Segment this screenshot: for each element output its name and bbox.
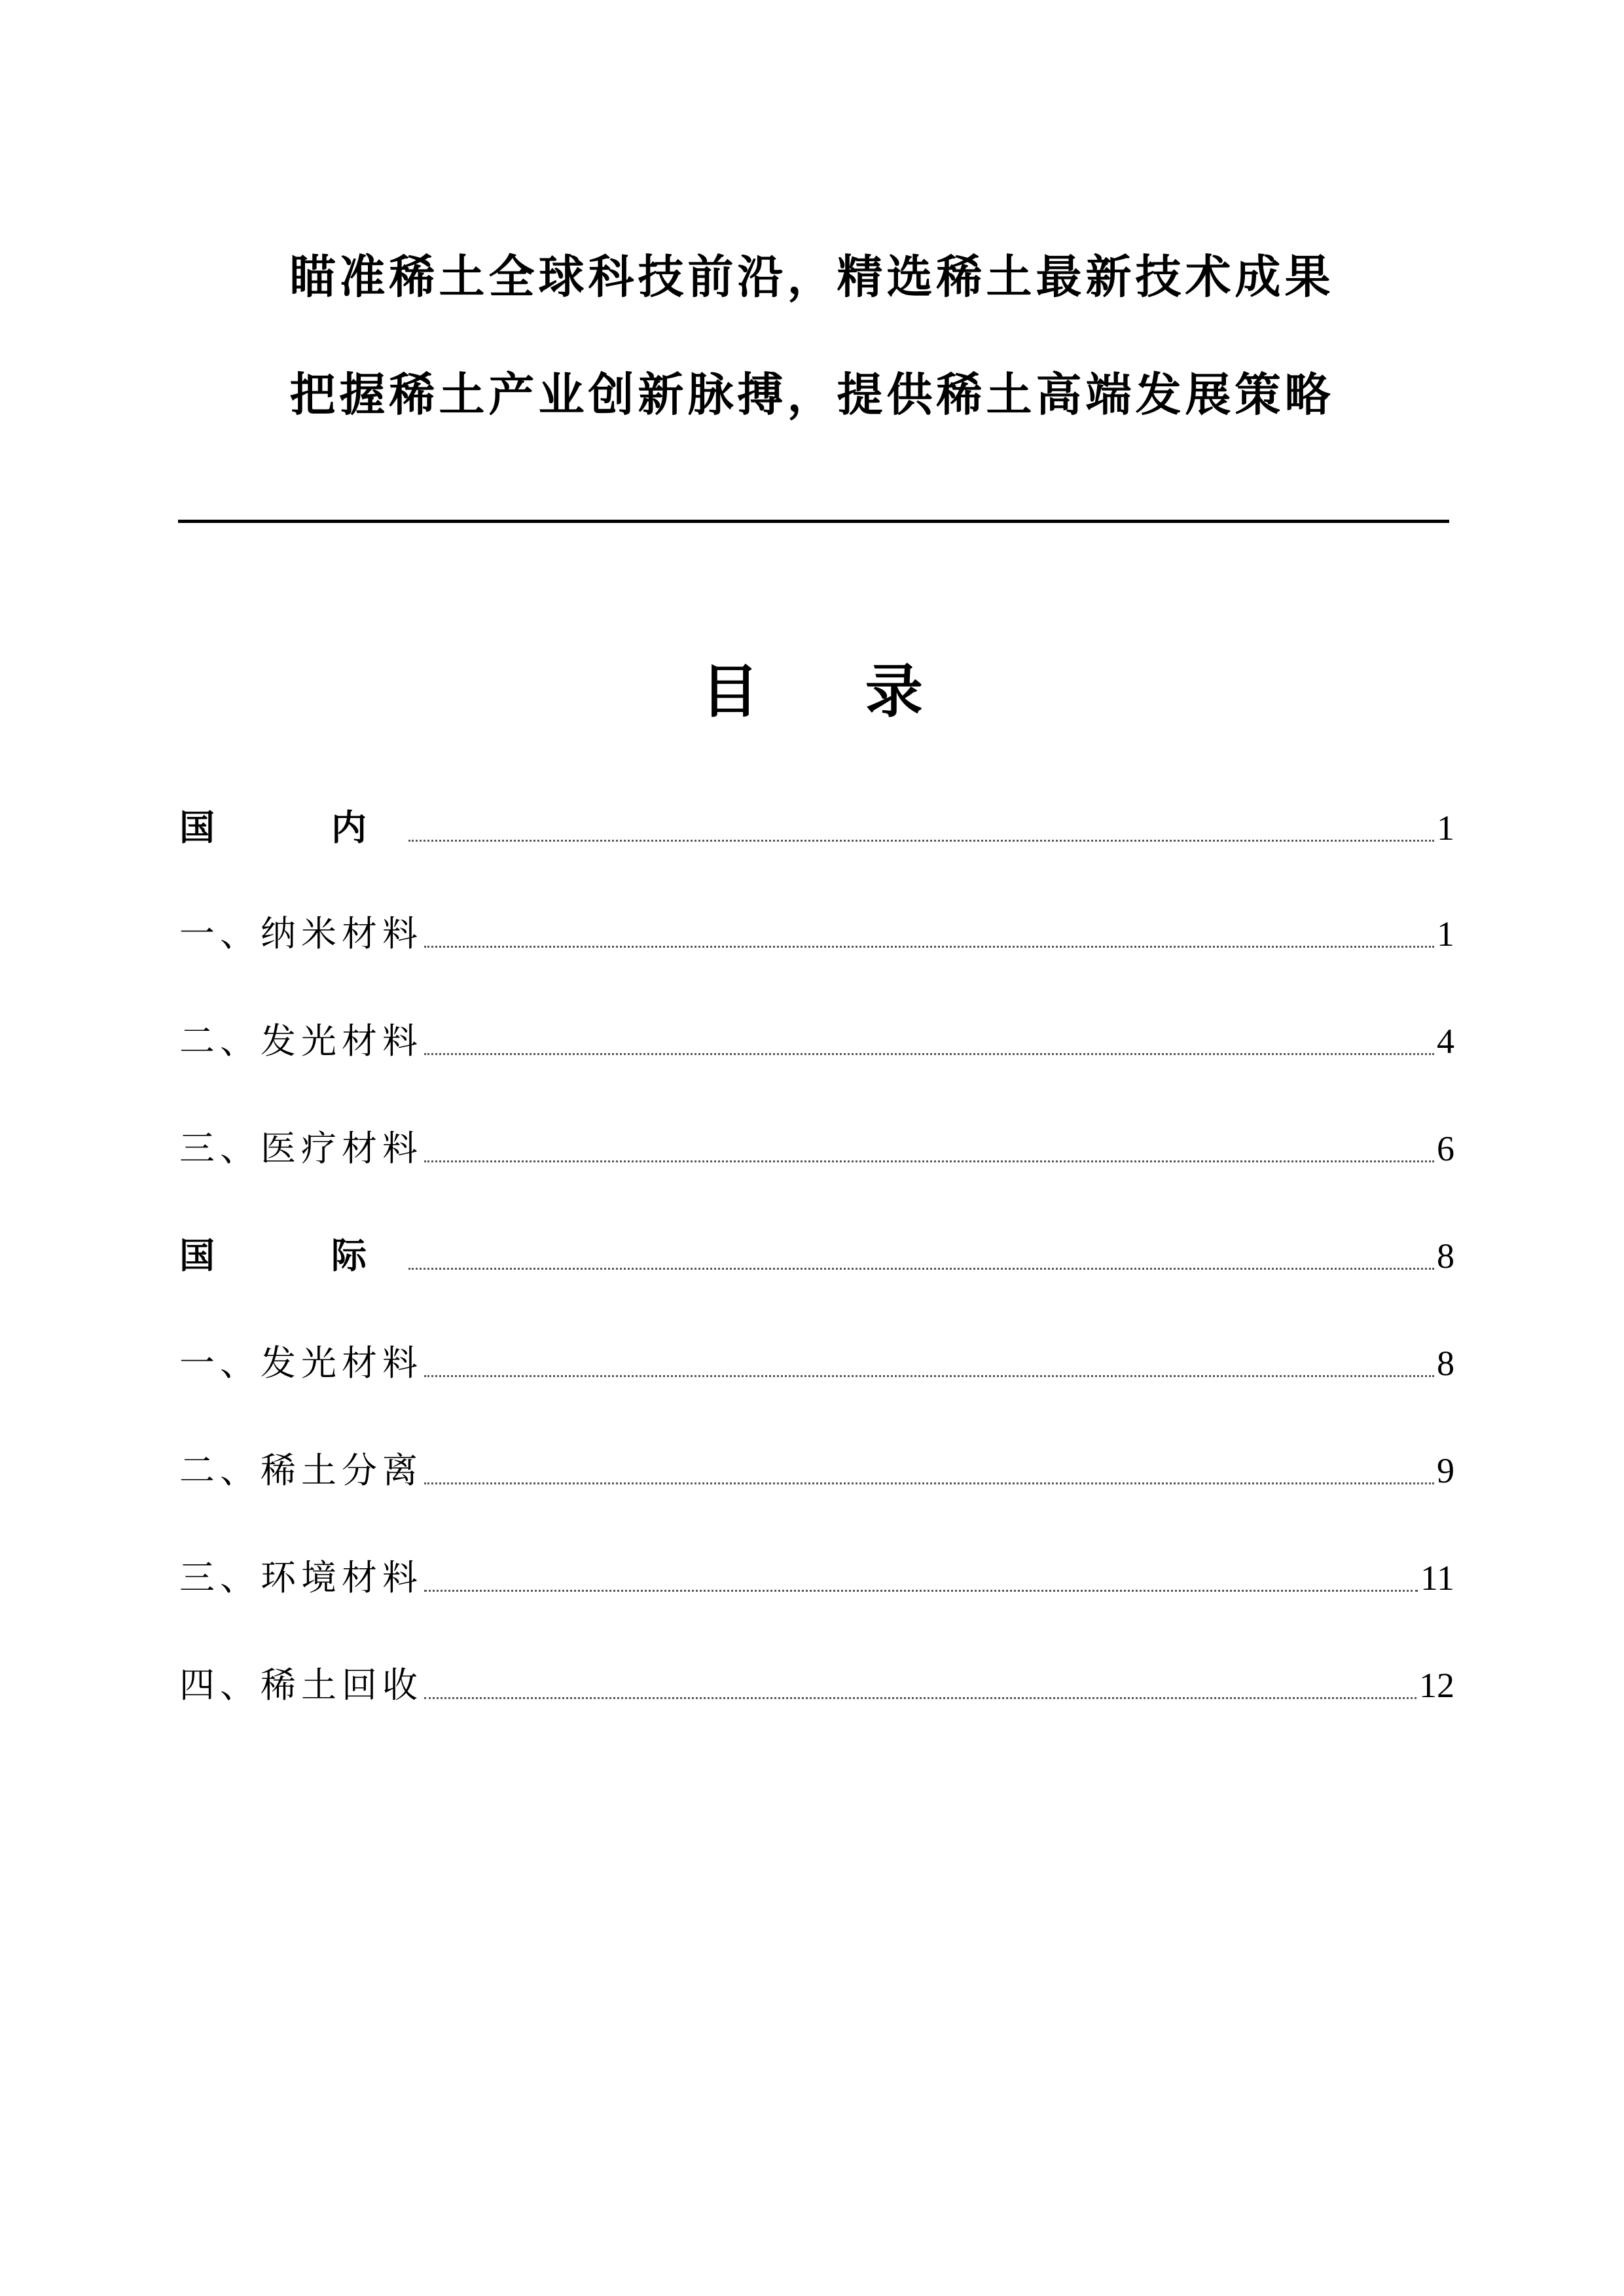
- toc-title: 目 录: [701, 657, 966, 725]
- toc-dot-leader: [424, 1160, 1434, 1162]
- toc-entry-international[interactable]: [179, 1228, 1454, 1274]
- slogan-line-1: 瞄准稀土全球科技前沿，精选稀土最新技术成果: [289, 250, 1335, 304]
- toc-page-number: 1: [1437, 808, 1454, 848]
- toc-page-number: 8: [1437, 1236, 1454, 1276]
- toc-page-number: 12: [1419, 1666, 1454, 1705]
- toc-entry-label: 一、纳米材料: [179, 913, 423, 954]
- toc-entry-label: 国 际: [179, 1235, 407, 1276]
- toc-entry-label: 三、医疗材料: [179, 1128, 423, 1169]
- toc-entry-label: 二、发光材料: [179, 1020, 423, 1062]
- toc-dot-leader: [408, 840, 1434, 842]
- toc-page-number: 11: [1420, 1558, 1454, 1598]
- toc-dot-leader: [424, 946, 1434, 948]
- toc-page-number: 1: [1437, 914, 1454, 954]
- toc-page-number: 8: [1437, 1344, 1454, 1383]
- toc-dot-leader: [424, 1053, 1434, 1055]
- toc-entry-nano-materials[interactable]: [179, 906, 1454, 952]
- slogan-line-2: 把握稀土产业创新脉搏，提供稀土高端发展策略: [289, 368, 1335, 422]
- toc-page-number: 4: [1437, 1022, 1454, 1061]
- toc-entry-label: 国 内: [179, 807, 407, 848]
- toc-dot-leader: [424, 1590, 1418, 1592]
- toc-entry-label: 一、发光材料: [179, 1342, 423, 1384]
- toc-entry-label: 三、环境材料: [179, 1557, 423, 1598]
- toc-dot-leader: [424, 1375, 1434, 1377]
- toc-entry-domestic[interactable]: [179, 800, 1454, 846]
- horizontal-divider: [178, 520, 1449, 523]
- toc-entry-rare-earth-recycling[interactable]: [179, 1657, 1454, 1706]
- toc-page-number: 6: [1437, 1129, 1454, 1168]
- toc-entry-luminescent-materials[interactable]: [179, 1013, 1454, 1062]
- toc-entry-label: 四、稀土回收: [179, 1664, 423, 1706]
- toc-dot-leader: [424, 1697, 1416, 1699]
- toc-entry-medical-materials[interactable]: [179, 1121, 1454, 1169]
- toc-entry-rare-earth-separation[interactable]: [179, 1443, 1454, 1491]
- toc-dot-leader: [408, 1268, 1434, 1270]
- toc-entry-environmental-materials[interactable]: [179, 1550, 1454, 1596]
- toc-entry-luminescent-materials-intl[interactable]: [179, 1335, 1454, 1384]
- toc-entry-label: 二、稀土分离: [179, 1450, 423, 1491]
- toc-page-number: 9: [1437, 1451, 1454, 1490]
- toc-dot-leader: [424, 1482, 1434, 1484]
